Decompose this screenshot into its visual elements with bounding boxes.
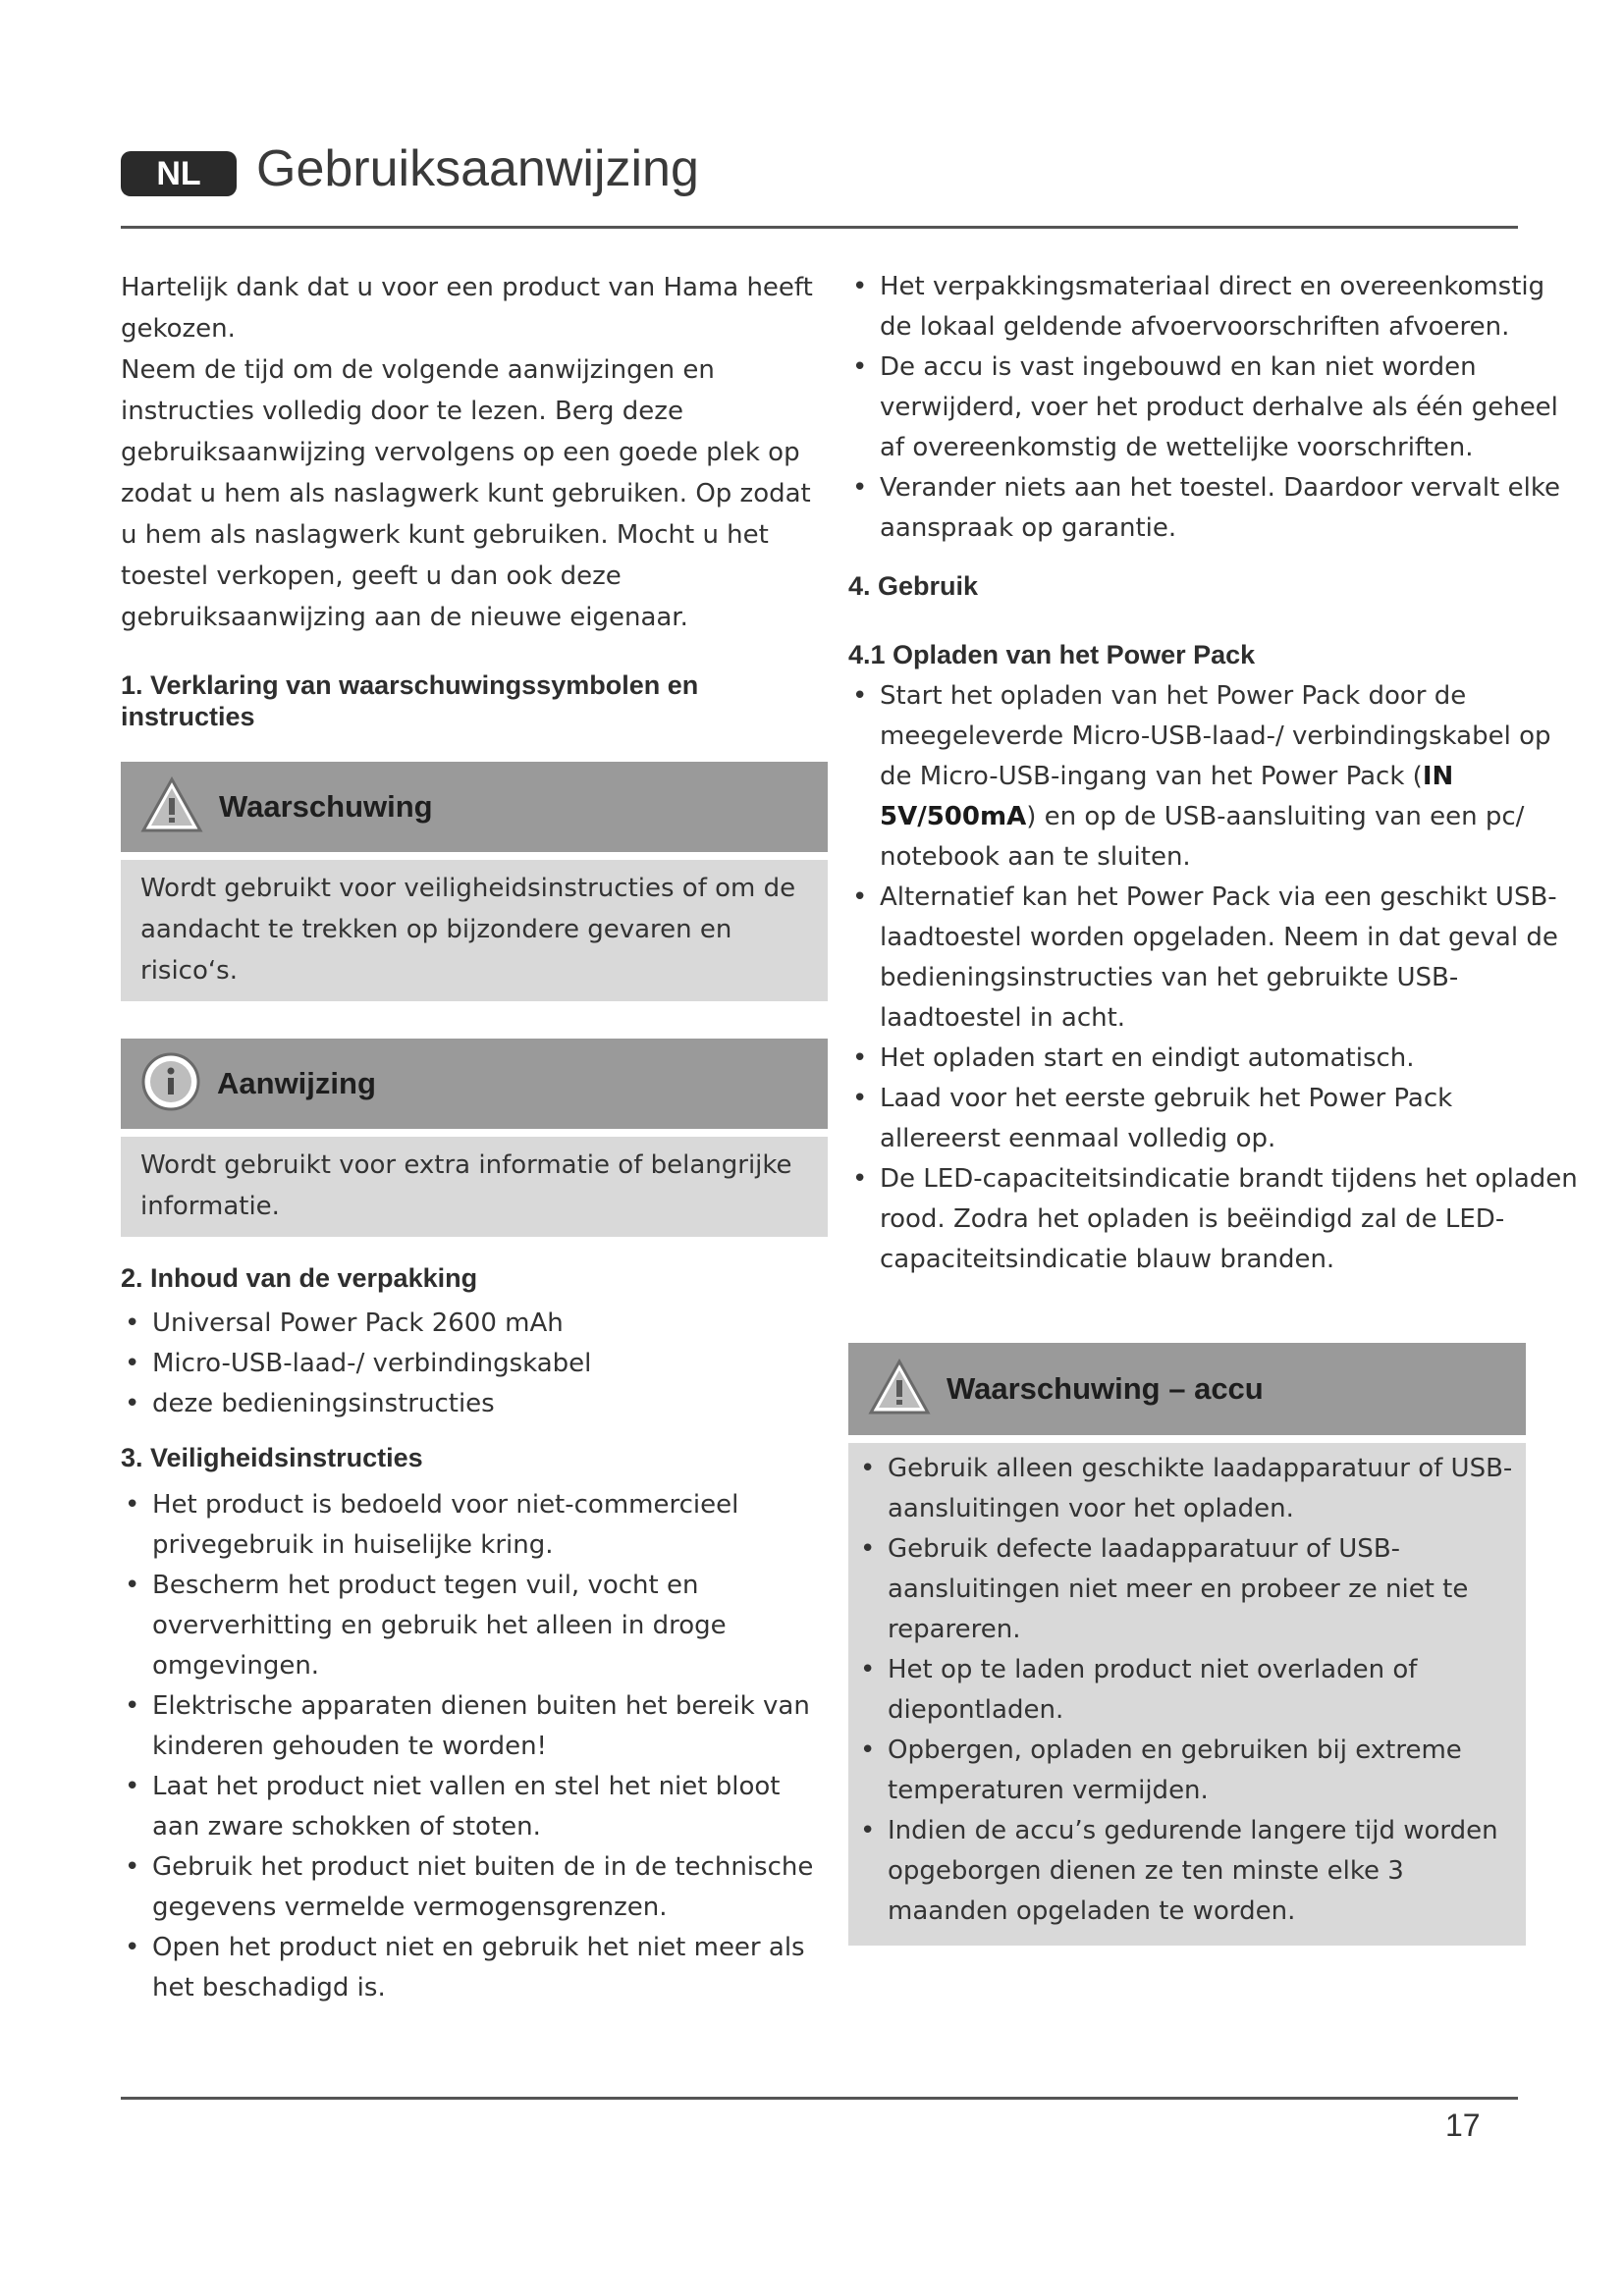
- list-item: • Elektrische apparaten dienen buiten het bereik van kinderen gehouden te worden!: [121, 1686, 828, 1767]
- warning-box: [121, 762, 828, 1001]
- charging-text-start: Start het opladen van het Power Pack door de meegeleverde Micro-USB-laad-/ verbindingskabel op de Micro-USB-ingang van het Power Pack (: [880, 681, 1551, 791]
- list-item: • De LED-capaciteitsindicatie brandt tijdens het opladen rood. Zodra het opladen is beëindigd zal de LED-capaciteitsindicatie blauw branden.: [848, 1159, 1580, 1280]
- list-item: • Indien de accu’s gedurende langere tijd worden opgeborgen dienen ze ten minste elke 3 maanden opgeladen te worden.: [856, 1811, 1516, 1932]
- warning-box-body: [121, 860, 828, 1001]
- list-item: • Bescherm het product tegen vuil, vocht en oververhitting en gebruik het alleen in droge omgevingen.: [121, 1566, 828, 1686]
- warning-triangle-icon: [868, 1359, 931, 1419]
- list-item: • deze bedieningsinstructies: [121, 1384, 828, 1424]
- list-item: • Gebruik het product niet buiten de in de technische gegevens vermelde vermogensgrenzen.: [121, 1847, 828, 1928]
- package-contents-list: [121, 1304, 828, 1424]
- list-item: [848, 676, 1580, 878]
- section-3-heading: 3. Veiligheidsinstructies: [121, 1443, 423, 1472]
- accu-warning-list: [856, 1449, 1516, 1932]
- list-item: • Universal Power Pack 2600 mAh: [121, 1304, 828, 1344]
- list-item: • Gebruik defecte laadapparatuur of USB-aansluitingen niet meer en probeer ze niet te repareren.: [856, 1529, 1516, 1650]
- input-rating: IN 5V/500mA: [880, 762, 1454, 831]
- charging-instructions-list: [848, 676, 1580, 1280]
- accu-warning-header: [848, 1343, 1526, 1435]
- list-item: • Het op te laden product niet overladen of diepontladen.: [856, 1650, 1516, 1731]
- info-box: [121, 1039, 828, 1237]
- warning-box-label: Waarschuwing: [219, 789, 433, 824]
- warning-box-text: Wordt gebruikt voor veiligheidsinstructies of om de aandacht te trekken op bijzondere gevaren en risico‘s.: [140, 874, 796, 986]
- language-badge: NL: [121, 151, 237, 196]
- safety-instructions-list: [121, 1485, 828, 2008]
- safety-instructions-list-continued: [848, 267, 1580, 549]
- section-4-heading: 4. Gebruik: [848, 571, 979, 601]
- page-number: 17: [1445, 2108, 1481, 2143]
- accu-warning-label: Waarschuwing – accu: [947, 1371, 1264, 1406]
- info-box-header: [121, 1039, 828, 1129]
- list-item: • Verander niets aan het toestel. Daardoor vervalt elke aanspraak op garantie.: [848, 468, 1580, 549]
- list-item: • Open het product niet en gebruik het niet meer als het beschadigd is.: [121, 1928, 828, 2008]
- info-box-body: [121, 1137, 828, 1237]
- list-item: • Micro-USB-laad-/ verbindingskabel: [121, 1344, 828, 1384]
- section-4-1-heading: 4.1 Opladen van het Power Pack: [848, 640, 1256, 669]
- warning-box-header: [121, 762, 828, 852]
- section-2-heading: 2. Inhoud van de verpakking: [121, 1263, 478, 1293]
- list-item: • De accu is vast ingebouwd en kan niet worden verwijderd, voer het product derhalve als één geheel af overeenkomstig de wettelijke voorschriften.: [848, 347, 1580, 468]
- info-box-label: Aanwijzing: [217, 1066, 376, 1100]
- list-item: • Alternatief kan het Power Pack via een geschikt USB-laadtoestel worden opgeladen. Neem in dat geval de bedieningsinstructies van het gebruikte USB-laadtoestel in acht.: [848, 878, 1580, 1039]
- info-circle-icon: [140, 1051, 201, 1116]
- info-box-text: Wordt gebruikt voor extra informatie of belangrijke informatie.: [140, 1150, 792, 1221]
- list-item: • Laad voor het eerste gebruik het Power Pack allereerst eenmaal volledig op.: [848, 1079, 1580, 1159]
- charging-text-end: ) en op de USB-aansluiting van een pc/ notebook aan te sluiten.: [880, 802, 1525, 872]
- accu-warning-body: [848, 1443, 1526, 1946]
- page-title: Gebruiksaanwijzing: [256, 140, 699, 197]
- list-item: • Gebruik alleen geschikte laadapparatuur of USB-aansluitingen voor het opladen.: [856, 1449, 1516, 1529]
- list-item: • Het opladen start en eindigt automatisch.: [848, 1039, 1580, 1079]
- list-item: • Het product is bedoeld voor niet-commercieel privegebruik in huiselijke kring.: [121, 1485, 828, 1566]
- accu-warning-box: [848, 1343, 1526, 1946]
- left-column: [121, 267, 828, 2008]
- page-header: [121, 140, 1515, 224]
- list-item: • Het verpakkingsmateriaal direct en overeenkomstig de lokaal geldende afvoervoorschriften afvoeren.: [848, 267, 1580, 347]
- header-divider: [121, 226, 1518, 229]
- right-column: [848, 267, 1580, 1946]
- footer-divider: [121, 2097, 1518, 2100]
- warning-triangle-icon: [140, 776, 203, 837]
- list-item: • Laat het product niet vallen en stel het niet bloot aan zware schokken of stoten.: [121, 1767, 828, 1847]
- intro-paragraph-1: Hartelijk dank dat u voor een product van Hama heeft gekozen.: [121, 273, 813, 344]
- list-item: • Opbergen, opladen en gebruiken bij extreme temperaturen vermijden.: [856, 1731, 1516, 1811]
- section-1-heading: 1. Verklaring van waarschuwingssymbolen en instructies: [121, 670, 699, 731]
- intro-paragraph-2: Neem de tijd om de volgende aanwijzingen en instructies volledig door te lezen. Berg deze gebruiksaanwijzing vervolgens op een goede plek op zodat u hem als naslagwerk kunt gebruiken. Op zodat u hem als naslagwerk kunt gebruiken. Mocht u het toestel verkopen, geeft u dan ook deze gebruiksaanwijzing aan de nieuwe eigenaar.: [121, 355, 811, 632]
